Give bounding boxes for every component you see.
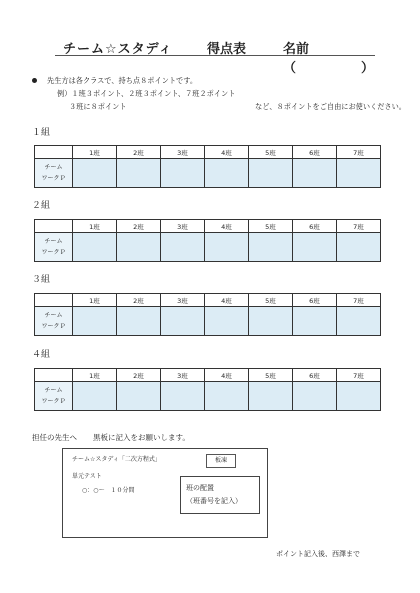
column-header-7: 7班	[337, 220, 381, 233]
column-header-4: 4班	[205, 146, 249, 159]
score-cell[interactable]	[117, 382, 161, 411]
teacher-note-recipient: 担任の先生へ	[32, 433, 77, 442]
column-header-1: 1班	[73, 294, 117, 307]
score-cell[interactable]	[117, 307, 161, 336]
title-bar	[55, 36, 375, 76]
group-label-3: ３組	[32, 275, 51, 285]
column-header-6: 6班	[293, 220, 337, 233]
column-header-4: 4班	[205, 220, 249, 233]
score-cell[interactable]	[249, 159, 293, 188]
table-row	[35, 233, 381, 262]
instruction-line-3: など、８ポイントをご自由にお使いください。	[255, 102, 406, 111]
row-label-line-2: ワークＰ	[41, 175, 66, 182]
column-header-1: 1班	[73, 146, 117, 159]
score-cell[interactable]	[293, 307, 337, 336]
footer-note: ポイント記入後、西澤まで	[276, 550, 360, 558]
teacher-note-request: 黒板に記入をお願いします。	[93, 433, 190, 442]
score-cell[interactable]	[205, 233, 249, 262]
table-corner	[35, 294, 73, 307]
score-cell[interactable]	[205, 307, 249, 336]
score-cell[interactable]	[73, 307, 117, 336]
row-label-line-2: ワークＰ	[41, 323, 66, 330]
column-header-6: 6班	[293, 146, 337, 159]
score-cell[interactable]	[249, 382, 293, 411]
column-header-2: 2班	[117, 369, 161, 382]
score-cell[interactable]	[73, 382, 117, 411]
column-header-3: 3班	[161, 294, 205, 307]
score-cell[interactable]	[293, 159, 337, 188]
column-header-3: 3班	[161, 146, 205, 159]
instructions	[35, 74, 405, 113]
score-cell[interactable]	[117, 233, 161, 262]
row-label	[35, 159, 73, 188]
placement-title: 班の配置	[186, 484, 214, 492]
row-label-line-1: チーム	[44, 238, 63, 245]
column-header-1: 1班	[73, 220, 117, 233]
score-table-group-2	[34, 219, 381, 262]
column-header-4: 4班	[205, 369, 249, 382]
score-cell[interactable]	[161, 307, 205, 336]
row-label	[35, 307, 73, 336]
score-cell[interactable]	[337, 233, 381, 262]
column-header-2: 2班	[117, 220, 161, 233]
column-header-5: 5班	[249, 294, 293, 307]
column-header-5: 5班	[249, 220, 293, 233]
column-header-4: 4班	[205, 294, 249, 307]
table-corner	[35, 369, 73, 382]
column-header-3: 3班	[161, 369, 205, 382]
instruction-example: 例）１班３ポイント、２班３ポイント、７班２ポイント	[57, 89, 236, 98]
score-cell[interactable]	[161, 159, 205, 188]
column-header-2: 2班	[117, 146, 161, 159]
table-row	[35, 382, 381, 411]
column-header-7: 7班	[337, 146, 381, 159]
column-header-6: 6班	[293, 294, 337, 307]
row-label-line-2: ワークＰ	[41, 398, 66, 405]
score-table-group-3	[34, 293, 381, 336]
group-label-4: ４組	[32, 350, 51, 360]
board-test-label: 単元テスト	[72, 473, 102, 480]
row-label-line-1: チーム	[44, 387, 63, 394]
group-label-2: ２組	[32, 201, 51, 211]
score-cell[interactable]	[337, 382, 381, 411]
name-field[interactable]: 名前（ ）	[283, 42, 375, 76]
score-table-group-1	[34, 145, 381, 188]
score-cell[interactable]	[249, 233, 293, 262]
score-cell[interactable]	[249, 307, 293, 336]
table-row	[35, 307, 381, 336]
score-cell[interactable]	[337, 307, 381, 336]
placement-instruction: （班番号を記入）	[186, 497, 242, 505]
board-test-time: ○：○～ １０分間	[82, 487, 135, 494]
blackboard-example	[62, 448, 268, 538]
row-label-line-1: チーム	[44, 164, 63, 171]
row-label	[35, 233, 73, 262]
table-corner	[35, 220, 73, 233]
column-header-1: 1班	[73, 369, 117, 382]
score-table-group-4	[34, 368, 381, 411]
board-stamp: 板凍	[206, 454, 236, 468]
column-header-5: 5班	[249, 369, 293, 382]
column-header-6: 6班	[293, 369, 337, 382]
score-cell[interactable]	[293, 233, 337, 262]
column-header-5: 5班	[249, 146, 293, 159]
score-cell[interactable]	[161, 233, 205, 262]
column-header-3: 3班	[161, 220, 205, 233]
row-label-line-1: チーム	[44, 312, 63, 319]
sheet-subtitle: 得点表	[207, 42, 247, 57]
sheet-title: チーム☆スタディ	[63, 42, 173, 57]
score-cell[interactable]	[205, 382, 249, 411]
score-cell[interactable]	[161, 382, 205, 411]
score-cell[interactable]	[293, 382, 337, 411]
table-corner	[35, 146, 73, 159]
score-cell[interactable]	[117, 159, 161, 188]
instruction-example-cont: ３班に８ポイント	[69, 102, 127, 111]
score-cell[interactable]	[337, 159, 381, 188]
instruction-line-1: 先生方は各クラスで、持ち点８ポイントです。	[47, 76, 198, 85]
column-header-7: 7班	[337, 294, 381, 307]
score-cell[interactable]	[73, 233, 117, 262]
bullet-icon	[32, 78, 37, 83]
group-label-1: １組	[32, 128, 51, 138]
column-header-2: 2班	[117, 294, 161, 307]
score-cell[interactable]	[205, 159, 249, 188]
row-label-line-2: ワークＰ	[41, 249, 66, 256]
column-header-7: 7班	[337, 369, 381, 382]
table-row	[35, 159, 381, 188]
placement-box	[180, 476, 260, 514]
board-title: チーム☆スタディ「二次方程式」	[72, 456, 161, 463]
row-label	[35, 382, 73, 411]
score-cell[interactable]	[73, 159, 117, 188]
